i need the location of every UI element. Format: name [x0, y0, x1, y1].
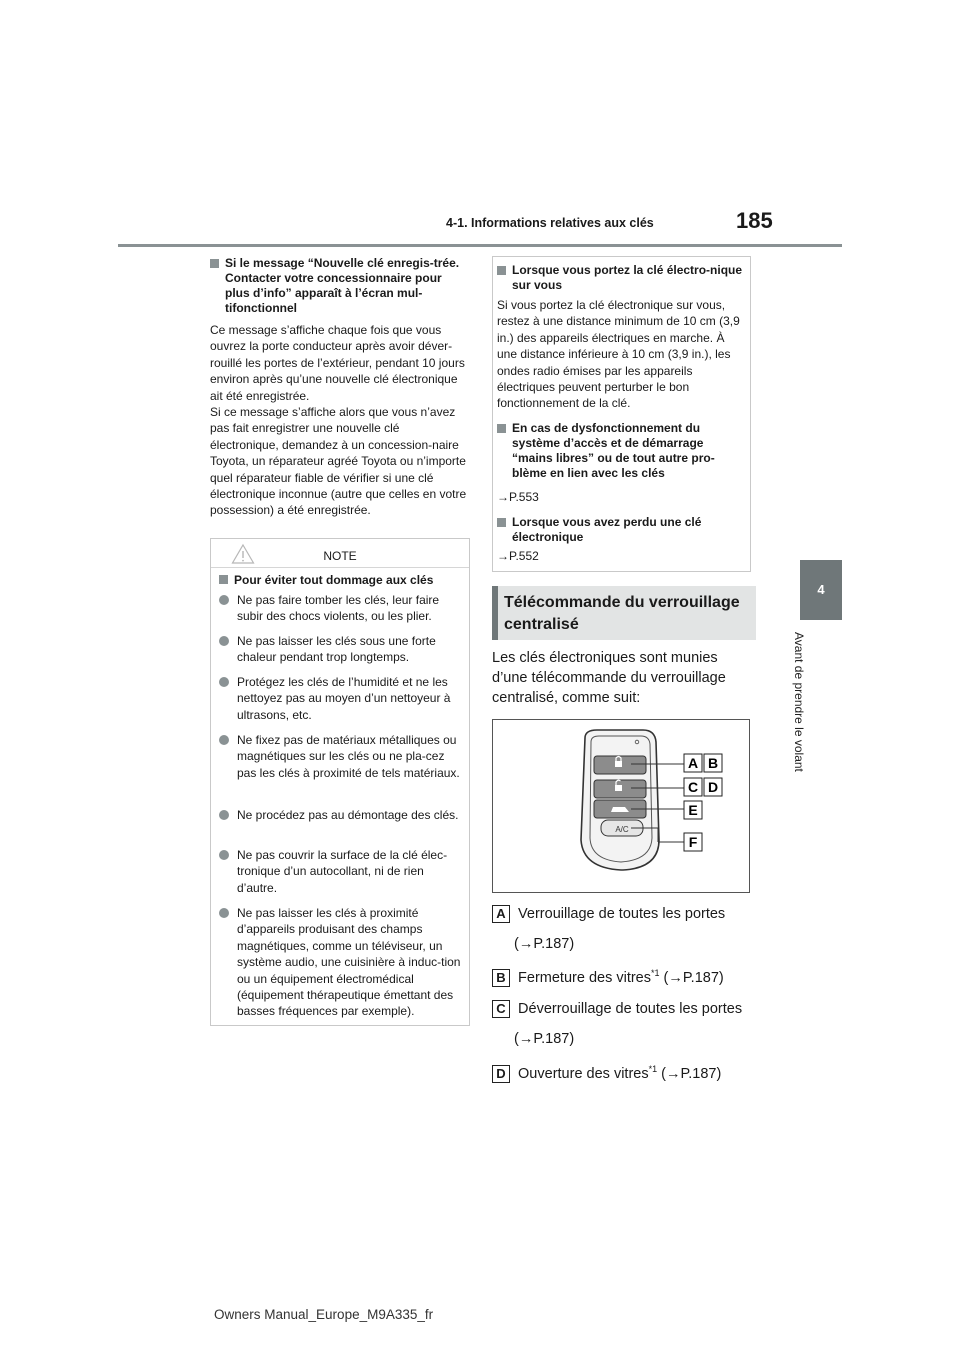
page-ref-link[interactable]: →P.552 [497, 549, 539, 563]
square-bullet-icon [210, 259, 219, 268]
page-ref-link[interactable]: (→P.187) [663, 969, 724, 986]
callout-label: D [492, 1065, 510, 1083]
round-bullet-icon [219, 810, 229, 820]
note-heading-text: Pour éviter tout dommage aux clés [234, 573, 434, 587]
note-item: Ne pas faire tomber les clés, leur faire subir des chocs violents, ou les plier. [219, 592, 461, 625]
left-heading-text: Si le message “Nouvelle clé enregis-trée. Contacter votre concessionnaire pour plus d’info” apparaît à l’écran mul-tifonctionnel [225, 256, 460, 315]
left-heading [210, 256, 468, 316]
page-ref-link[interactable]: (→P.187) [514, 1031, 575, 1047]
square-bullet-icon [497, 424, 506, 433]
figure-callout-label: E [688, 802, 698, 818]
callout-label: A [492, 905, 510, 923]
callout-label: B [492, 969, 510, 987]
note-item: Ne procédez pas au démontage des clés. [219, 807, 461, 823]
square-bullet-icon [219, 575, 228, 584]
callout-label: C [492, 1000, 510, 1018]
figure-callout-label: F [688, 834, 698, 850]
square-bullet-icon [497, 518, 506, 527]
note-item: Ne pas laisser les clés sous une forte chaleur pendant trop longtemps. [219, 633, 461, 666]
round-bullet-icon [219, 908, 229, 918]
round-bullet-icon [219, 595, 229, 605]
legend-item-a: A Verrouillage de toutes les portes [492, 905, 750, 923]
round-bullet-icon [219, 735, 229, 745]
round-bullet-icon [219, 636, 229, 646]
page-ref-link[interactable]: →P.553 [497, 490, 539, 504]
ac-button-label: A/C [615, 825, 629, 834]
footer-text: Owners Manual_Europe_M9A335_fr [214, 1307, 434, 1322]
figure-callout-label: C [687, 779, 699, 795]
remote-intro: Les clés électroniques sont munies d’une télécommande du verrouillage centralisé, comme suit: [492, 650, 726, 706]
legend-item-d: D Ouverture des vitres$^{*1}$ (→P.187) [492, 1060, 750, 1083]
info-heading-1: Lorsque vous portez la clé électro-nique sur vous [497, 263, 743, 293]
note-item: Ne pas couvrir la surface de la clé élec-tronique d’un autocollant, ni de rien d’autre. [219, 847, 461, 896]
legend-item-b: B Fermeture des vitres$^{*1}$ (→P.187) [492, 964, 750, 987]
chapter-tab: 4 [800, 560, 842, 620]
key-fob-figure [492, 719, 750, 893]
note-box [210, 538, 470, 1026]
page-ref-link[interactable]: (→P.187) [661, 1065, 722, 1082]
section-title: 4-1. Informations relatives aux clés [446, 216, 654, 230]
legend-item-c: C Déverrouillage de toutes les portes [492, 1000, 750, 1018]
figure-callout-label: A [687, 755, 699, 771]
page-ref-link[interactable]: (→P.187) [514, 936, 575, 952]
info-heading-3: Lorsque vous avez perdu une clé électronique [497, 515, 743, 545]
note-divider [211, 567, 469, 568]
info-para-1: Si vous portez la clé électronique sur vous, restez à une distance minimum de 10 cm (3,9 in.) des appareils électriques en marche. À une distance inférieure à 10 cm (3,9 in.), les ondes radio émises par les appareils électriques peuvent perturber le bon fonctionnement de la clé. [497, 298, 740, 411]
note-title: NOTE [323, 549, 357, 563]
page-number: 185 [736, 208, 773, 233]
note-heading [219, 573, 463, 588]
square-bullet-icon [497, 266, 506, 275]
info-box [492, 256, 751, 572]
info-heading-2: En cas de dysfonctionnement du système d’accès et de démarrage “mains libres” ou de tout autre pro-blème en lien avec les clés [497, 421, 743, 481]
figure-callout-label: D [707, 779, 719, 795]
left-para-2: Si ce message s’affiche alors que vous n’avez pas fait enregistrer une nouvelle clé électronique, demandez à un concession-naire Toyota, un réparateur agréé Toyota ou n’importe quel réparateur fiable de vérifier si une clé électronique inconnue (autre que celles en votre possession) a été enregistrée. [210, 405, 467, 518]
round-bullet-icon [219, 677, 229, 687]
section-heading: Télécommande du verrouillage centralisé [504, 594, 740, 633]
key-fob-illustration [493, 720, 749, 892]
note-item: Ne pas laisser les clés à proximité d’appareils produisant des champs magnétiques, comme un téléviseur, un système audio, une cuisinière à induc-tion ou un équipement électromédical (équipement thérapeutique émettant des basses fréquences par exemple). [219, 905, 461, 1020]
figure-callout-label: B [707, 755, 719, 771]
chapter-title: Avant de prendre le volant [792, 632, 806, 772]
note-item: Ne fixez pas de matériaux métalliques ou magnétiques sur les clés ou ne pla-cez pas les clés à proximité de tels matériaux. [219, 732, 461, 781]
round-bullet-icon [219, 850, 229, 860]
left-para-1: Ce message s’affiche chaque fois que vous ouvrez la porte conducteur après avoir déver-rouillé les portes de l’extérieur, pendant 10 jours environ après qu’une nouvelle clé électronique ait été enregistrée. [210, 323, 465, 403]
note-item: Protégez les clés de l’humidité et ne les nettoyez pas au moyen d’un nettoyeur à ultrasons, etc. [219, 674, 461, 723]
header-rule [118, 244, 842, 247]
